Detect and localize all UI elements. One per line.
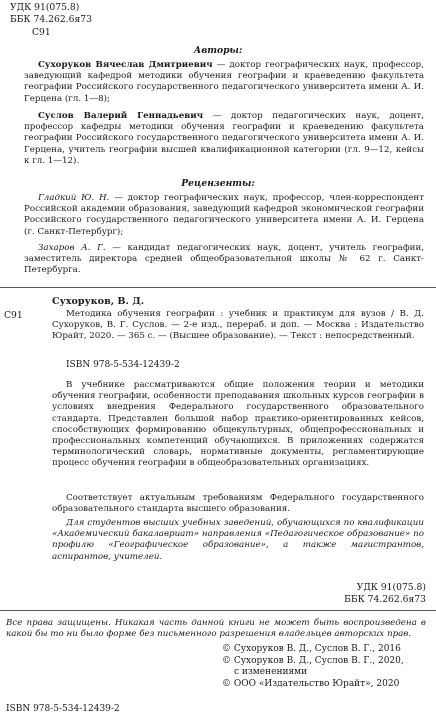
rights-notice: Все права защищены. Никакая часть данной книги не может быть воспроизведена в какой бы то ни было форме без письменного разрешения владельцев авторских прав. [6,618,426,640]
author-1 [24,60,424,105]
copyright-1: © Сухоруков В. Д., Суслов В. Г., 2016 [222,644,401,654]
author-1-text: — доктор географических наук, профессор, заведующий кафедрой методики обучения географии и краеведению факультета географии Российского государственного педагогического университета имени А. И. Герцена (гл. 1—8); [24,60,424,104]
authors-heading: Авторы: [193,45,243,56]
bbk-code-bottom: ББК 74.262.6я73 [344,594,426,606]
abstract-paragraph-2: Соответствует актуальным требованиям Федерального государственного образовательного стандарта высшего образования. [52,493,424,515]
catalog-codes-bottom [344,582,426,607]
biblio-code: С91 [4,310,23,321]
reviewer-2-text: — кандидат педагогических наук, доцент, учитель географии, заместитель директора средней общеобразовательной школы № 62 г. Санкт-Петербурга. [24,243,424,276]
author-1-name: Сухоруков Вячеслав Дмитриевич [38,60,213,70]
divider-bottom [0,610,436,611]
isbn-bottom: ISBN 978-5-534-12439-2 [6,704,120,714]
reviewers-heading: Рецензенты: [181,178,255,189]
copyright-3: © ООО «Издательство Юрайт», 2020 [222,678,400,689]
biblio-description: Методика обучения географии : учебник и практикум для вузов / В. Д. Сухоруков, В. Г. Суслов. — 2-е изд., перераб. и доп. — Москва : Издательство Юрайт, 2020. — 365 с. — (Высшее образование). — Текст : непосредственный. [52,309,424,342]
reviewer-1-name: Гладкий Ю. Н. [38,193,110,203]
reviewer-2-name: Захаров А. Г. [38,243,106,253]
divider-top [0,287,436,288]
copyright-2: © Сухоруков В. Д., Суслов В. Г., 2020, [222,655,404,666]
bbk-code: ББК 74.262.6я73 [10,14,92,26]
catalog-codes-top [10,2,92,39]
author-2-name: Суслов Валерий Геннадьевич [38,111,204,121]
author-2 [24,111,424,167]
abstract-paragraph-1: В учебнике рассматриваются общие положения теории и методики обучения географии, особенности преподавания школьных курсов географии в условиях внедрения Федерального государственного образовательного стандарта. Представлен большой набор практико-ориентированных кейсов, способствующих формированию общекультурных, общепрофессиональных и профессиональных компетенций обучающихся. В приложениях содержатся терминологический словарь, нормативные документы, регламентирующие процесс обучения географии в общеобразовательных организациях. [52,380,424,469]
biblio-author: Сухоруков, В. Д. [52,296,145,307]
biblio-isbn: ISBN 978-5-534-12439-2 [66,360,180,370]
author-2-text: — доктор педагогических наук, доцент, профессор кафедры методики обучения географии и краеведению факультета географии Российского государственного педагогического университета имени А. И. Герцена, учитель географии высшей квалификационной категории (гл. 9—12, кейсы к гл. 1—12). [24,111,424,166]
udc-code: УДК 91(075.8) [10,2,80,13]
reviewer-1 [24,193,424,238]
author-mark: С91 [32,26,51,38]
abstract-paragraph-3: Для студентов высших учебных заведений, обучающихся по квалификации «Академический бакалавриат» направления «Педагогическое образование» по профилю «Географическое образование», а также магистрантов, аспирантов, учителей. [52,518,424,562]
reviewer-1-text: — доктор географических наук, профессор, член-корреспондент Российской академии образования, заведующий кафедрой экономической географии Российского государственного педагогического университета имени А. И. Герцена (г. Санкт-Петербург); [24,193,425,237]
copyright-2-note: с изменениями [234,667,308,678]
copyright-block [222,644,404,690]
udc-code-bottom: УДК 91(075.8) [356,582,426,593]
reviewer-2 [24,243,424,277]
